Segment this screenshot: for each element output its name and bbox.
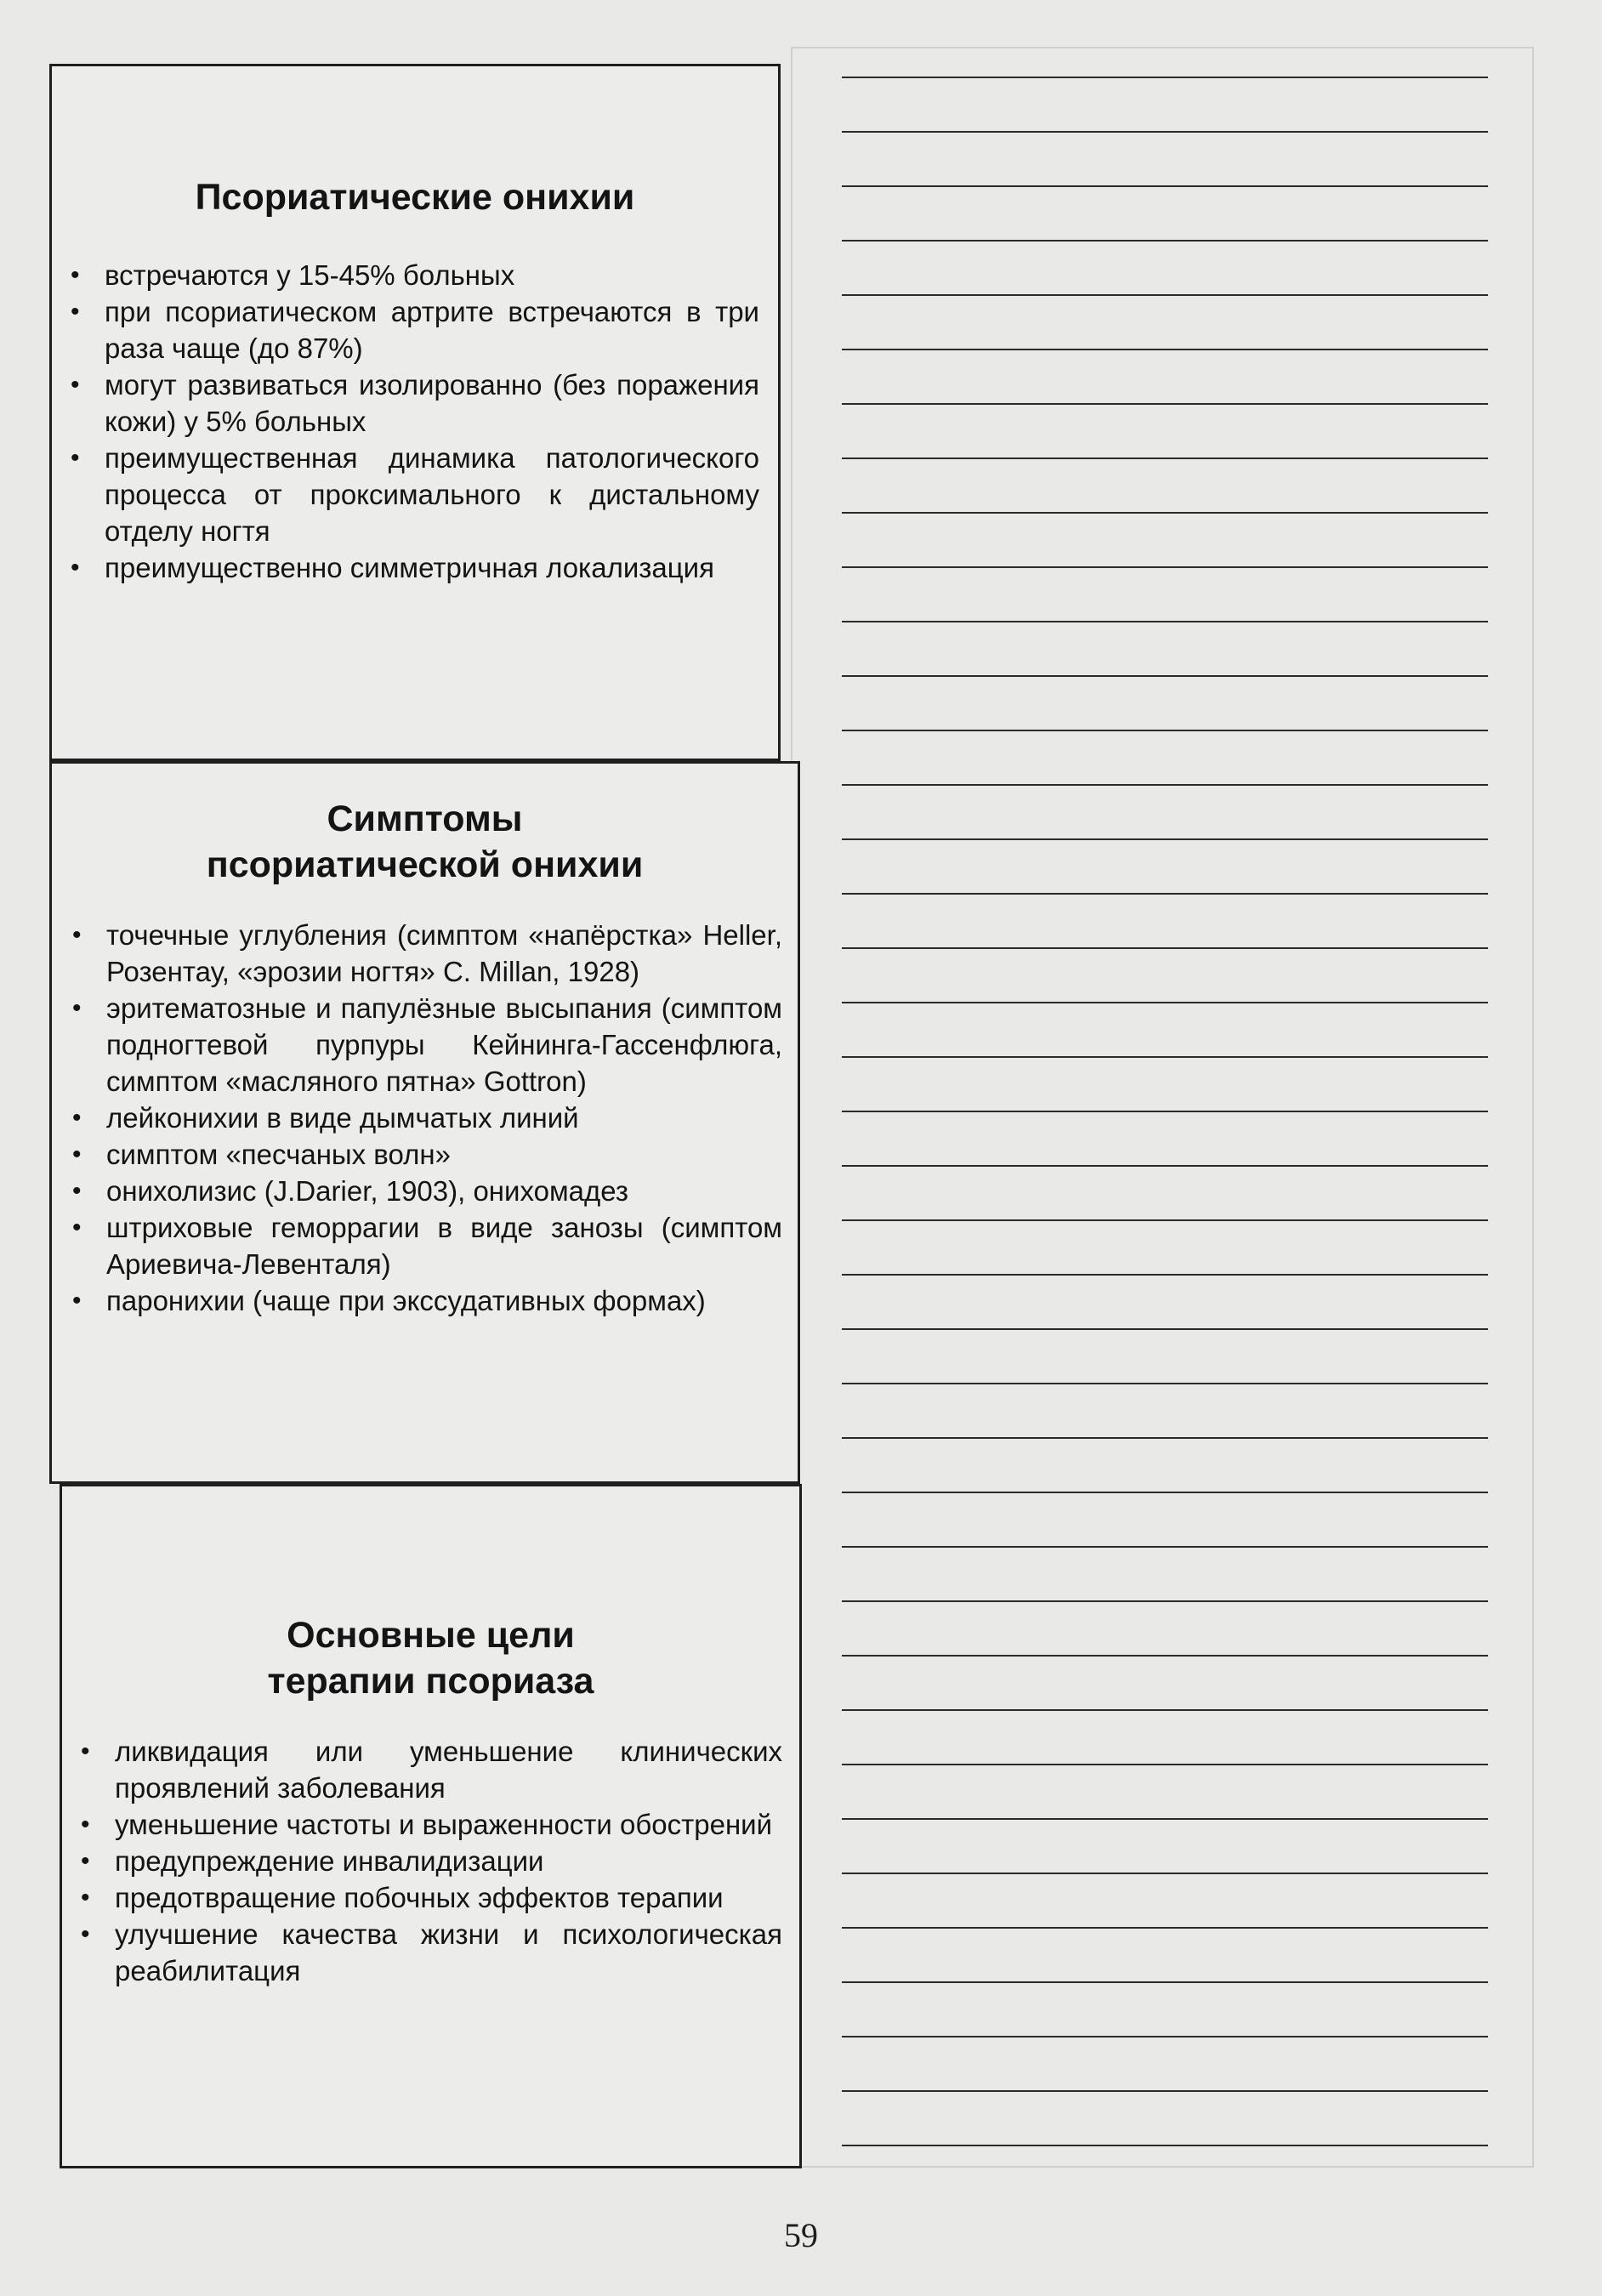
- note-line: [842, 675, 1488, 677]
- page-number: 59: [784, 2216, 818, 2254]
- note-line: [842, 77, 1488, 78]
- card-title: Псориатические онихии: [195, 177, 635, 218]
- list-item: • точечные углубления (симптом «напёрстка» Heller, Розентау, «эрозии ногтя» C. Millan, 1928): [69, 917, 782, 990]
- note-line: [842, 240, 1488, 242]
- bullet-list: [77, 1733, 782, 1989]
- note-line: [842, 1002, 1488, 1003]
- note-line: [842, 1764, 1488, 1765]
- note-line: [842, 1383, 1488, 1384]
- note-line: [842, 1328, 1488, 1330]
- note-line: [842, 947, 1488, 949]
- list-item: • штриховые геморрагии в виде занозы (симптом Ариевича-Левенталя): [69, 1209, 782, 1282]
- note-line: [842, 131, 1488, 133]
- note-line: [842, 566, 1488, 568]
- note-line: [842, 784, 1488, 786]
- bullet-list: [69, 917, 782, 1319]
- note-line: [842, 1981, 1488, 1983]
- note-line: [842, 403, 1488, 405]
- note-line: [842, 1056, 1488, 1058]
- note-line: [842, 730, 1488, 731]
- card-therapy-goals: [60, 1484, 802, 2168]
- list-item: • лейконихии в виде дымчатых линий: [69, 1100, 782, 1136]
- notes-column-frame: [791, 47, 1534, 2168]
- note-line: [842, 621, 1488, 622]
- list-item: • преимущественно симметричная локализация: [67, 549, 759, 586]
- note-line: [842, 1111, 1488, 1112]
- list-item: • онихолизис (J.Darier, 1903), онихомадез: [69, 1173, 782, 1209]
- card-title: [62, 1612, 799, 1704]
- note-line: [842, 2145, 1488, 2146]
- note-line: [842, 1927, 1488, 1929]
- bullet-list: [67, 257, 759, 586]
- note-line: [842, 1274, 1488, 1276]
- list-item: • симптом «песчаных волн»: [69, 1136, 782, 1173]
- note-line: [842, 1165, 1488, 1167]
- list-item: • преимущественная динамика патологического процесса от проксимального к дистальному отделу ногтя: [67, 440, 759, 549]
- list-item: • могут развиваться изолированно (без поражения кожи) у 5% больных: [67, 367, 759, 440]
- list-item: • ликвидация или уменьшение клинических проявлений заболевания: [77, 1733, 782, 1806]
- note-line: [842, 1873, 1488, 1874]
- note-line: [842, 349, 1488, 350]
- note-line: [842, 1437, 1488, 1439]
- note-line: [842, 1219, 1488, 1221]
- list-item: • паронихии (чаще при экссудативных формах): [69, 1282, 782, 1319]
- note-line: [842, 1546, 1488, 1548]
- list-item: • предотвращение побочных эффектов терапии: [77, 1879, 782, 1916]
- list-item: • встречаются у 15-45% больных: [67, 257, 759, 293]
- note-line: [842, 512, 1488, 514]
- note-line: [842, 185, 1488, 187]
- note-line: [842, 838, 1488, 840]
- card-title: [52, 796, 798, 888]
- note-line: [842, 2036, 1488, 2037]
- note-line: [842, 1818, 1488, 1820]
- card-title-text: Основные цели терапии псориаза: [267, 1615, 594, 1702]
- note-line: [842, 893, 1488, 895]
- list-item: • уменьшение частоты и выраженности обострений: [77, 1806, 782, 1843]
- note-line: [842, 2090, 1488, 2092]
- note-line: [842, 1492, 1488, 1493]
- card-onychia-symptoms: [49, 761, 800, 1484]
- list-item: • улучшение качества жизни и психологическая реабилитация: [77, 1916, 782, 1989]
- list-item: • при псориатическом артрите встречаются в три раза чаще (до 87%): [67, 293, 759, 367]
- list-item: • эритематозные и папулёзные высыпания (симптом подногтевой пурпуры Кейнинга-Гассенфлюга, симптом «масляного пятна» Gottron): [69, 990, 782, 1100]
- note-line: [842, 294, 1488, 296]
- note-line: [842, 1709, 1488, 1711]
- note-line: [842, 1600, 1488, 1602]
- card-title-text: Симптомы псориатической онихии: [206, 798, 644, 885]
- note-line: [842, 457, 1488, 459]
- note-line: [842, 1655, 1488, 1657]
- card-psoriatic-onychia: [49, 64, 781, 761]
- list-item: • предупреждение инвалидизации: [77, 1843, 782, 1879]
